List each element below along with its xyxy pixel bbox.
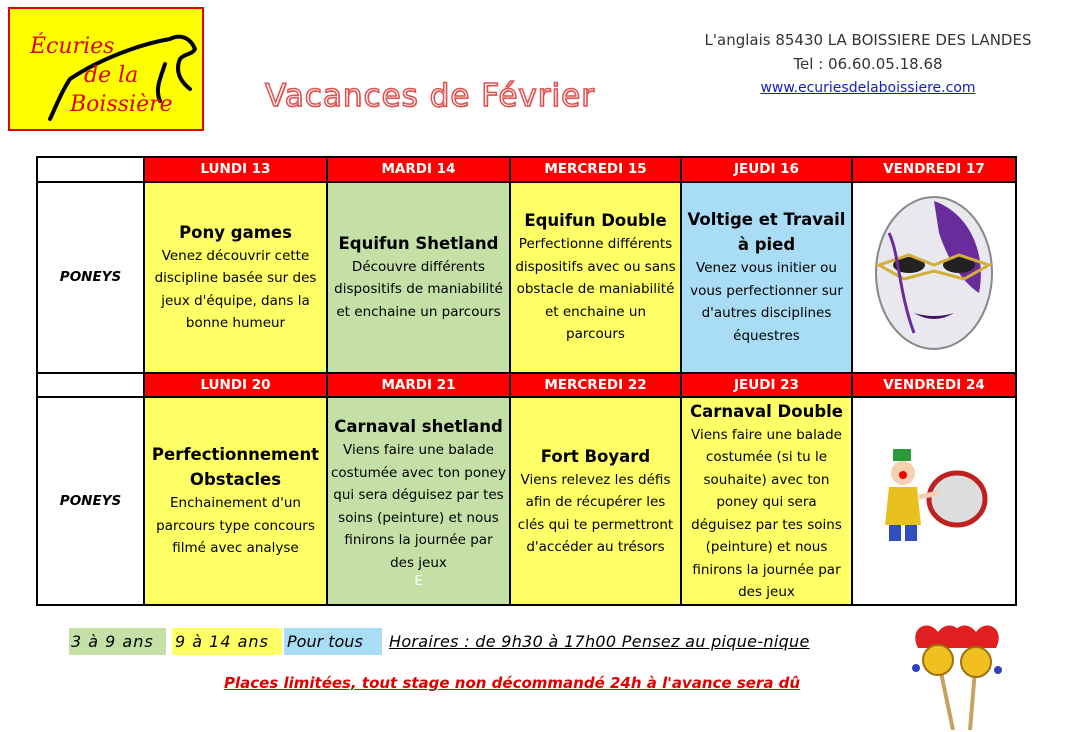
legend-age-3-9: 3 à 9 ans <box>69 628 166 655</box>
schedule-hours: Horaires : de 9h30 à 17h00 Pensez au pique-nique <box>389 632 810 651</box>
activity-description: Venez découvrir cette discipline basée sur des jeux d'équipe, dans la bonne humeur <box>154 247 317 331</box>
day-header: MERCREDI 15 <box>510 157 681 182</box>
header-corner <box>37 373 144 398</box>
header-corner <box>37 157 144 182</box>
activity-cell <box>681 397 852 605</box>
row-label: PONEYS <box>37 397 144 605</box>
activity-description: Viens faire une balade costumée avec ton poney qui sera déguisez par tes soins (peinture) et nous finirons la journée par des jeux <box>331 442 506 571</box>
activity-title: Voltige et Travail à pied <box>687 210 846 254</box>
image-cell <box>852 182 1016 373</box>
activity-title: Equifun Double <box>524 211 667 231</box>
day-header: LUNDI 20 <box>144 373 327 398</box>
activity-description: Découvre différents dispositifs de maniabilité et enchaine un parcours <box>334 258 503 320</box>
schedule-table <box>36 156 1017 606</box>
day-header: JEUDI 23 <box>681 373 852 398</box>
activity-description: Viens relevez les défis afin de récupérer les clés qui te permettront d'accéder au trésors <box>517 471 674 555</box>
day-header: JEUDI 16 <box>681 157 852 182</box>
activity-title: Perfectionnement Obstacles <box>151 445 320 490</box>
cancellation-notice: Places limitées, tout stage non décommandé 24h à l'avance sera dû <box>224 674 801 692</box>
image-cell <box>852 397 1016 605</box>
activity-cell <box>510 182 681 373</box>
activity-description: Viens faire une balade costumée (si tu le souhaite) avec ton poney qui sera déguisez par tes soins (peinture) et nous finirons la journée par des jeux <box>691 426 842 600</box>
week1-activity-row <box>37 182 1016 373</box>
activity-cell <box>144 397 327 605</box>
activity-description: Enchainement d'un parcours type concours filmé avec analyse <box>156 495 315 557</box>
legend-all-ages: Pour tous <box>284 628 382 655</box>
day-header: VENDREDI 24 <box>852 373 1016 398</box>
activity-title: Carnaval shetland <box>334 417 503 436</box>
activity-description: Perfectionne différents dispositifs avec ou sans obstacle de maniabilité et enchaine un parcours <box>515 236 676 343</box>
logo-text-ecuries: Écuries <box>30 34 115 59</box>
legend-age-9-14: 9 à 14 ans <box>172 628 282 655</box>
week2-header-row <box>37 373 1016 398</box>
carnival-mask-icon <box>869 193 999 353</box>
website-link[interactable]: www.ecuriesdelaboissiere.com <box>760 80 976 96</box>
week2-activity-row <box>37 397 1016 605</box>
day-header: MARDI 14 <box>327 157 510 182</box>
activity-cell <box>510 397 681 605</box>
activity-description: Venez vous initier ou vous perfectionner sur d'autres disciplines équestres <box>690 260 843 344</box>
phone-number: Tel : 06.60.05.18.68 <box>793 55 943 73</box>
activity-title: Fort Boyard <box>540 446 651 466</box>
logo-text-boissiere: Boissière <box>70 92 173 117</box>
activity-cell <box>681 182 852 373</box>
jester-masks-icon <box>898 618 1026 730</box>
logo-text-de-la: de la <box>84 63 139 88</box>
activity-cell <box>327 397 510 605</box>
activity-title: Equifun Shetland <box>338 233 499 253</box>
activity-extra-mark: E <box>414 573 423 589</box>
activity-cell <box>327 182 510 373</box>
clown-drummer-icon <box>879 447 989 547</box>
row-label: PONEYS <box>37 182 144 373</box>
page-title: Vacances de Février <box>265 78 595 114</box>
activity-title: Carnaval Double <box>690 401 843 421</box>
address-line: L'anglais 85430 LA BOISSIERE DES LANDES <box>704 31 1032 49</box>
day-header: LUNDI 13 <box>144 157 327 182</box>
activity-title: Pony games <box>179 222 292 242</box>
day-header: VENDREDI 17 <box>852 157 1016 182</box>
day-header: MERCREDI 22 <box>510 373 681 398</box>
logo <box>8 7 204 131</box>
week1-header-row <box>37 157 1016 182</box>
activity-cell <box>144 182 327 373</box>
day-header: MARDI 21 <box>327 373 510 398</box>
